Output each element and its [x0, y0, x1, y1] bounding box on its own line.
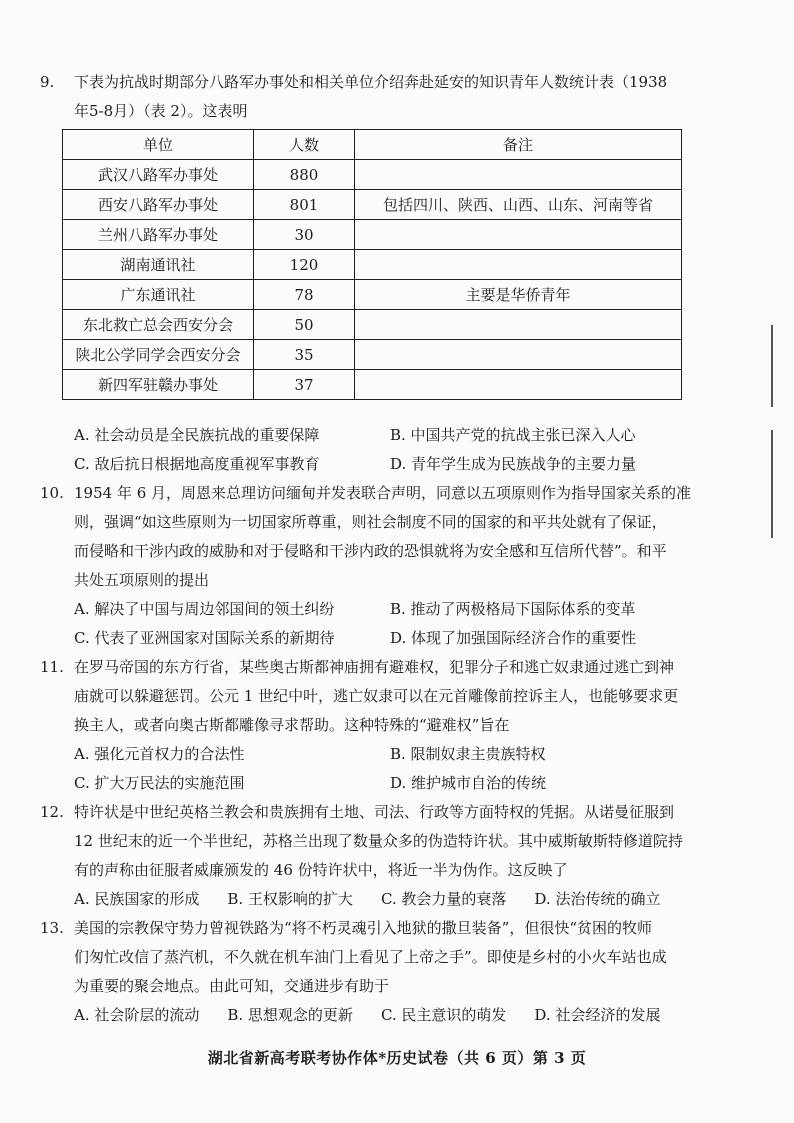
question-number: 9.	[40, 73, 55, 91]
question-stem-line: 则，强调“如这些原则为一切国家所尊重，则社会制度不同的国家的和平共处就有了保证，	[74, 513, 667, 531]
question-9	[40, 68, 720, 126]
option-c[interactable]: C. 代表了亚洲国家对国际关系的新期待	[74, 629, 335, 647]
option-a[interactable]: A. 强化元首权力的合法性	[74, 745, 245, 763]
table-cell: 陕北公学同学会西安分会	[63, 340, 254, 370]
question-stem-line: 下表为抗战时期部分八路军办事处和相关单位介绍奔赴延安的知识青年人数统计表（1938	[74, 73, 668, 91]
question-stem-line: 1954 年 6 月，周恩来总理访问缅甸并发表联合声明，同意以五项原则作为指导国家关系的准	[74, 484, 692, 502]
option-d[interactable]: D. 维护城市自治的传统	[390, 774, 547, 792]
question-stem-line: 庙就可以躲避惩罚。公元 1 世纪中叶，逃亡奴隶可以在元首雕像前控诉主人，也能够要求更	[74, 687, 679, 705]
table-cell	[355, 340, 682, 370]
option-c[interactable]: C. 扩大万民法的实施范围	[74, 774, 245, 792]
scan-mark	[771, 325, 773, 407]
table-row	[63, 310, 682, 340]
table-header: 人数	[254, 130, 355, 160]
option-c[interactable]: C. 教会力量的衰落	[380, 890, 507, 908]
question-number: 13.	[40, 919, 64, 937]
table-cell: 30	[254, 220, 355, 250]
table-cell	[355, 250, 682, 280]
option-b[interactable]: B. 思想观念的更新	[227, 1006, 353, 1024]
table-cell: 兰州八路军办事处	[63, 220, 254, 250]
table-row	[63, 250, 682, 280]
table-row	[63, 220, 682, 250]
table-cell: 880	[254, 160, 355, 190]
question-stem-line: 有的声称由征服者威廉颁发的 46 份特许状中，将近一半为伪作。这反映了	[74, 861, 568, 879]
question-9-options	[40, 421, 720, 479]
table-cell: 801	[254, 190, 355, 220]
table-cell: 主要是华侨青年	[355, 280, 682, 310]
table-cell: 东北救亡总会西安分会	[63, 310, 254, 340]
question-stem-line: 12 世纪末的近一个半世纪，苏格兰出现了数量众多的伪造特许状。其中威斯敏斯特修道院持	[74, 832, 683, 850]
question-stem-line: 特许状是中世纪英格兰教会和贵族拥有土地、司法、行政等方面特权的凭据。从诺曼征服到	[74, 803, 675, 821]
option-b[interactable]: B. 王权影响的扩大	[227, 890, 353, 908]
scan-mark	[771, 430, 773, 538]
table-cell: 西安八路军办事处	[63, 190, 254, 220]
question-stem-line: 换主人，或者向奥古斯都雕像寻求帮助。这种特殊的“避难权”旨在	[74, 716, 510, 734]
option-a[interactable]: A. 民族国家的形成	[74, 890, 200, 908]
page-footer: 湖北省新高考联考协作体*历史试卷（共 6 页）第 3 页	[207, 1049, 587, 1067]
question-stem-line: 们匆忙改信了蒸汽机，不久就在机车油门上看见了上帝之手”。即使是乡村的小火车站也成	[74, 948, 667, 966]
table-cell: 湖南通讯社	[63, 250, 254, 280]
table-row	[63, 190, 682, 220]
table-cell	[355, 160, 682, 190]
table-cell: 新四军驻赣办事处	[63, 370, 254, 400]
option-d[interactable]: D. 体现了加强国际经济合作的重要性	[390, 629, 637, 647]
question-number: 12.	[40, 803, 64, 821]
table-header-row	[63, 130, 682, 160]
table-row	[63, 370, 682, 400]
table-cell: 广东通讯社	[63, 280, 254, 310]
table-cell	[355, 310, 682, 340]
option-d[interactable]: D. 青年学生成为民族战争的主要力量	[390, 455, 637, 473]
question-11	[40, 653, 720, 798]
question-stem-line: 而侵略和干涉内政的威胁和对于侵略和干涉内政的恐惧就将为安全感和互信所代替”。和平	[74, 542, 667, 560]
table-row	[63, 160, 682, 190]
table-cell: 武汉八路军办事处	[63, 160, 254, 190]
option-a[interactable]: A. 社会阶层的流动	[74, 1006, 200, 1024]
option-c[interactable]: C. 民主意识的萌发	[380, 1006, 507, 1024]
question-stem-line: 为重要的聚会地点。由此可知，交通进步有助于	[74, 977, 390, 995]
table-cell: 包括四川、陕西、山西、山东、河南等省	[355, 190, 682, 220]
question-number: 11.	[40, 658, 64, 676]
option-b[interactable]: B. 推动了两极格局下国际体系的变革	[390, 600, 636, 618]
option-d[interactable]: D. 社会经济的发展	[534, 1006, 661, 1024]
option-a[interactable]: A. 社会动员是全民族抗战的重要保障	[74, 426, 320, 444]
option-c[interactable]: C. 敌后抗日根据地高度重视军事教育	[74, 455, 320, 473]
question-stem-line: 在罗马帝国的东方行省，某些奥古斯都神庙拥有避难权，犯罪分子和逃亡奴隶通过逃亡到神	[74, 658, 675, 676]
question-12	[40, 798, 720, 914]
table-cell: 78	[254, 280, 355, 310]
table-cell: 35	[254, 340, 355, 370]
table-cell: 50	[254, 310, 355, 340]
data-table	[62, 129, 682, 400]
option-a[interactable]: A. 解决了中国与周边邻国间的领土纠纷	[74, 600, 335, 618]
table-row	[63, 340, 682, 370]
question-stem-line: 美国的宗教保守势力曾视铁路为“将不朽灵魂引入地狱的撒旦装备”，但很快“贫困的牧师	[74, 919, 653, 937]
table-cell	[355, 220, 682, 250]
question-10	[40, 479, 720, 653]
table-cell	[355, 370, 682, 400]
question-number: 10.	[40, 484, 64, 502]
table-header: 备注	[355, 130, 682, 160]
question-stem-line: 共处五项原则的提出	[74, 571, 210, 589]
table-cell: 37	[254, 370, 355, 400]
option-b[interactable]: B. 限制奴隶主贵族特权	[390, 745, 546, 763]
table-row	[63, 280, 682, 310]
table-header: 单位	[63, 130, 254, 160]
option-d[interactable]: D. 法治传统的确立	[534, 890, 661, 908]
option-b[interactable]: B. 中国共产党的抗战主张已深入人心	[390, 426, 636, 444]
question-stem-line: 年5-8月）（表 2）。这表明	[74, 102, 248, 120]
question-13	[40, 914, 720, 1030]
table-cell: 120	[254, 250, 355, 280]
